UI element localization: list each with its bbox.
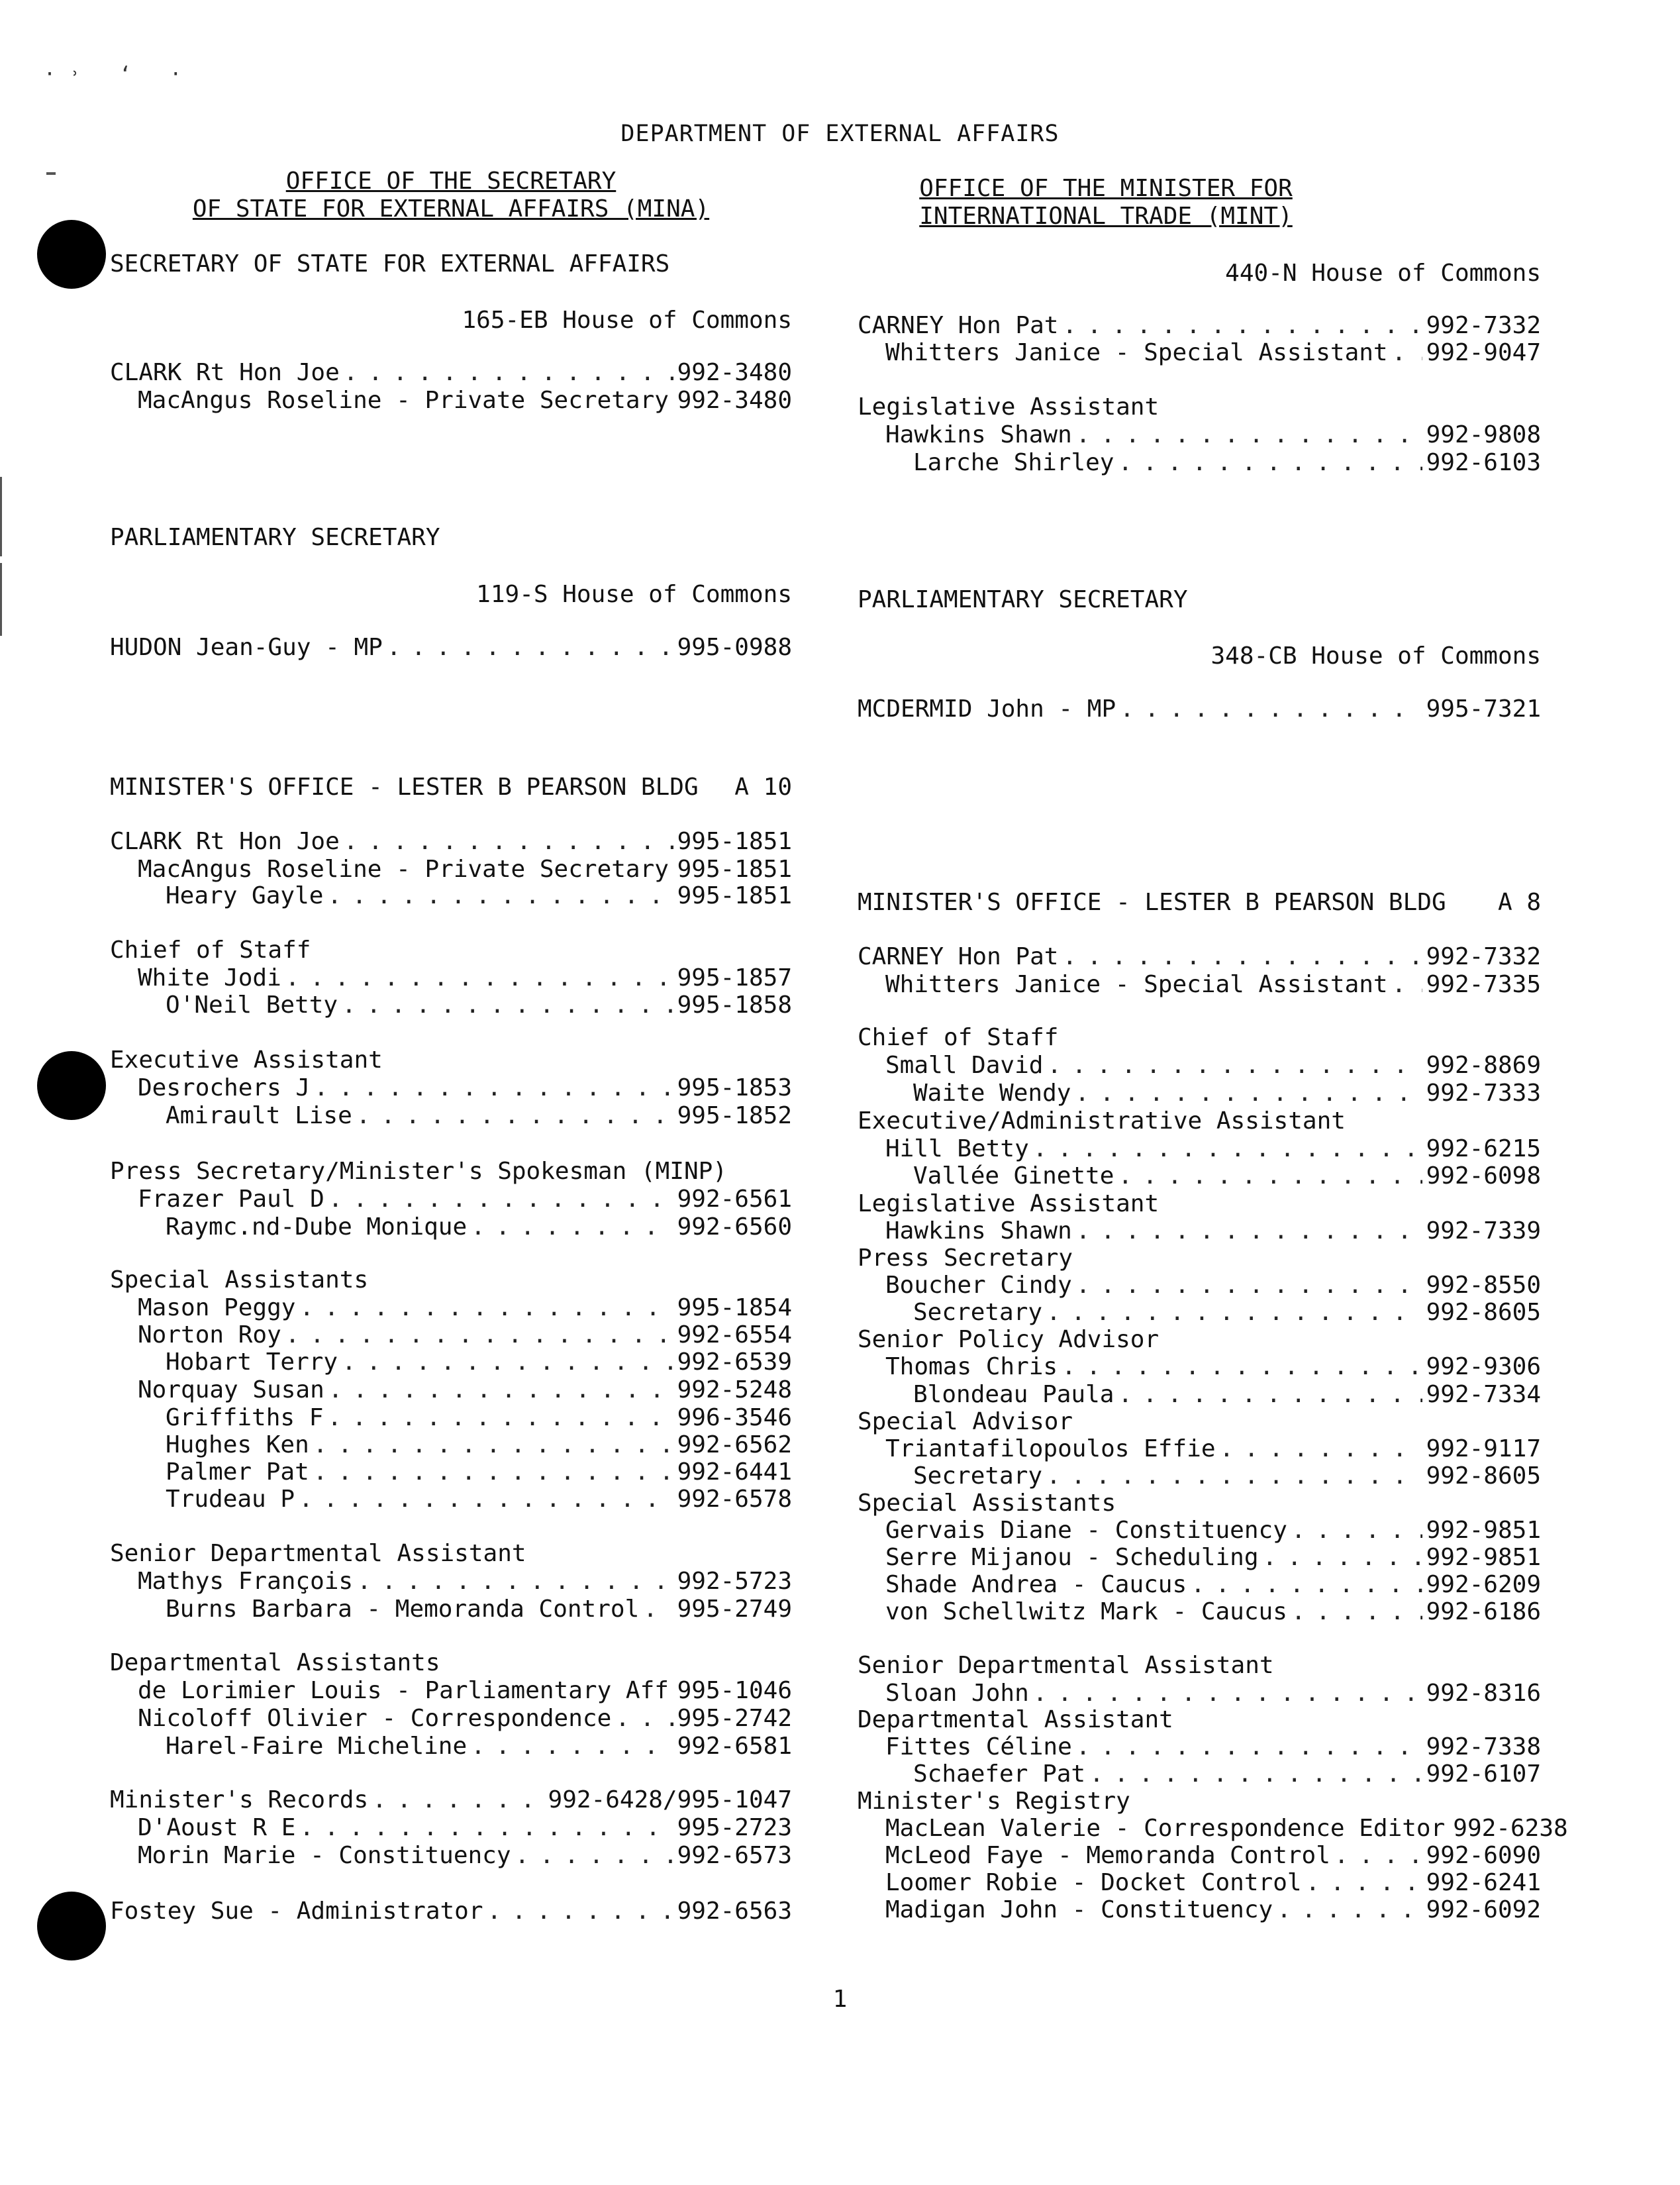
directory-entry: MacLean Valerie - Correspondence Editor 992-6238 bbox=[885, 1815, 1568, 1842]
group-label: Minister's Registry bbox=[858, 1788, 1130, 1815]
directory-entry: Triantafilopoulos Effie . . . 992-9117 bbox=[858, 1435, 1541, 1463]
directory-entry: Mathys François . . . 992-5723 bbox=[110, 1568, 792, 1596]
group-label: Press Secretary/Minister's Spokesman (MINP) bbox=[110, 1158, 727, 1185]
directory-entry: Harel-Faire Micheline . . . 992-6581 bbox=[110, 1733, 792, 1760]
directory-entry: Burns Barbara - Memoranda Control . . . 995-2749 bbox=[110, 1596, 792, 1623]
directory-entry: HUDON Jean-Guy - MP . . . 995-0988 bbox=[110, 634, 792, 662]
group-label: Chief of Staff bbox=[858, 1024, 1059, 1051]
directory-entry: Schaefer Pat . . . 992-6107 bbox=[858, 1760, 1541, 1788]
directory-entry: Small David . . . 992-8869 bbox=[858, 1052, 1541, 1080]
directory-entry: Hughes Ken . . . 992-6562 bbox=[110, 1431, 792, 1459]
directory-entry: Boucher Cindy . . . 992-8550 bbox=[858, 1272, 1541, 1299]
directory-entry: Whitters Janice - Special Assistant . . . 992-9047 bbox=[858, 339, 1541, 367]
location: 119-S House of Commons bbox=[476, 581, 792, 608]
punch-hole-bullet bbox=[37, 1051, 106, 1120]
group-label: Special Advisor bbox=[858, 1408, 1073, 1435]
group-label: Departmental Assistants bbox=[110, 1649, 440, 1676]
page-title: DEPARTMENT OF EXTERNAL AFFAIRS bbox=[620, 121, 1060, 147]
location: 165-EB House of Commons bbox=[462, 307, 792, 334]
directory-entry: Secretary . . . 992-8605 bbox=[858, 1299, 1541, 1327]
directory-entry: CARNEY Hon Pat . . . 992-7332 bbox=[858, 312, 1541, 340]
group-label: Senior Departmental Assistant bbox=[110, 1540, 526, 1567]
directory-entry: Amirault Lise . . . 995-1852 bbox=[110, 1102, 792, 1130]
group-label: Press Secretary bbox=[858, 1245, 1073, 1272]
directory-entry: Hawkins Shawn . . . 992-7339 bbox=[858, 1217, 1541, 1245]
directory-entry: Gervais Diane - Constituency . . . 992-9851 bbox=[858, 1517, 1541, 1545]
directory-entry: Norton Roy . . . 992-6554 bbox=[110, 1321, 792, 1349]
punch-hole-bullet bbox=[37, 1892, 106, 1960]
directory-entry: Frazer Paul D . . . 992-6561 bbox=[110, 1186, 792, 1213]
room-number: A 8 bbox=[1497, 889, 1541, 916]
left-office-header-1: OFFICE OF THE SECRETARY bbox=[285, 168, 617, 195]
punch-hole-bullet bbox=[37, 220, 106, 289]
directory-entry: von Schellwitz Mark - Caucus . . . 992-6186 bbox=[858, 1598, 1541, 1626]
group-label: Special Assistants bbox=[110, 1266, 369, 1294]
directory-entry: Shade Andrea - Caucus . . . 992-6209 bbox=[858, 1571, 1541, 1599]
group-label: Executive Assistant bbox=[110, 1046, 383, 1074]
directory-entry: O'Neil Betty . . . 995-1858 bbox=[110, 991, 792, 1019]
group-label: Senior Policy Advisor bbox=[858, 1326, 1160, 1353]
directory-entry: MCDERMID John - MP . . . 995-7321 bbox=[858, 695, 1541, 723]
directory-entry: MacAngus Roseline - Private Secretary . . . 995-1851 bbox=[110, 856, 792, 884]
directory-entry: Hawkins Shawn . . . 992-9808 bbox=[858, 421, 1541, 449]
directory-entry: CLARK Rt Hon Joe . . . 992-3480 bbox=[110, 359, 792, 387]
section-title: PARLIAMENTARY SECRETARY bbox=[858, 586, 1188, 613]
directory-entry: CARNEY Hon Pat . . . 992-7332 bbox=[858, 943, 1541, 971]
group-label: Departmental Assistant bbox=[858, 1706, 1173, 1733]
directory-entry: Fostey Sue - Administrator . . . 992-6563 bbox=[110, 1898, 792, 1925]
location: 348-CB House of Commons bbox=[1211, 642, 1541, 670]
directory-entry: Raymc.nd-Dube Monique . . . 992-6560 bbox=[110, 1213, 792, 1241]
directory-entry: Hobart Terry . . . 992-6539 bbox=[110, 1348, 792, 1376]
margin-line bbox=[0, 477, 2, 556]
directory-entry: Minister's Records . . . 992-6428/995-1047 bbox=[110, 1786, 792, 1814]
section-title: SECRETARY OF STATE FOR EXTERNAL AFFAIRS bbox=[110, 250, 670, 278]
directory-entry: CLARK Rt Hon Joe . . . 995-1851 bbox=[110, 828, 792, 856]
directory-entry: Norquay Susan . . . 992-5248 bbox=[110, 1376, 792, 1404]
location: 440-N House of Commons bbox=[1225, 260, 1541, 287]
directory-entry: Morin Marie - Constituency . . . 992-6573 bbox=[110, 1842, 792, 1870]
room-number: A 10 bbox=[734, 774, 792, 801]
group-label: Special Assistants bbox=[858, 1490, 1116, 1517]
scan-specks: ·˒ ‘ · bbox=[44, 63, 195, 86]
page-number: 1 bbox=[832, 1986, 848, 2013]
section-title: MINISTER'S OFFICE - LESTER B PEARSON BLDG A 8 bbox=[858, 889, 1541, 916]
directory-entry: MacAngus Roseline - Private Secretary . . . 992-3480 bbox=[110, 387, 792, 415]
directory-entry: de Lorimier Louis - Parliamentary Aff . . . 995-1046 bbox=[110, 1677, 792, 1705]
directory-entry: Whitters Janice - Special Assistant . . . 992-7335 bbox=[858, 971, 1541, 999]
section-title: PARLIAMENTARY SECRETARY bbox=[110, 524, 440, 551]
directory-entry: White Jodi . . . 995-1857 bbox=[110, 964, 792, 992]
group-label: Legislative Assistant bbox=[858, 393, 1160, 421]
directory-entry: Waite Wendy . . . 992-7333 bbox=[858, 1080, 1541, 1107]
group-label: Legislative Assistant bbox=[858, 1190, 1160, 1217]
left-office-header-2: OF STATE FOR EXTERNAL AFFAIRS (MINA) bbox=[192, 195, 710, 223]
directory-entry: Madigan John - Constituency . . . 992-6092 bbox=[858, 1896, 1541, 1924]
directory-entry: Fittes Céline . . . 992-7338 bbox=[858, 1733, 1541, 1761]
directory-entry: Hill Betty . . . 992-6215 bbox=[858, 1135, 1541, 1163]
right-office-header-2: INTERNATIONAL TRADE (MINT) bbox=[919, 203, 1293, 230]
group-label: Chief of Staff bbox=[110, 937, 311, 964]
directory-entry: D'Aoust R E . . . 995-2723 bbox=[110, 1814, 792, 1842]
margin-line bbox=[0, 563, 2, 636]
directory-entry: Sloan John . . . 992-8316 bbox=[858, 1680, 1541, 1707]
directory-entry: Thomas Chris . . . 992-9306 bbox=[858, 1353, 1541, 1381]
directory-entry: Serre Mijanou - Scheduling . . . 992-9851 bbox=[858, 1544, 1541, 1572]
group-label: Senior Departmental Assistant bbox=[858, 1652, 1274, 1679]
directory-entry: Secretary . . . 992-8605 bbox=[858, 1462, 1541, 1490]
section-title: MINISTER'S OFFICE - LESTER B PEARSON BLDG A 10 bbox=[110, 774, 792, 801]
group-label: Executive/Administrative Assistant bbox=[858, 1107, 1346, 1135]
directory-entry: Heary Gayle . . . 995-1851 bbox=[110, 882, 792, 910]
directory-entry: McLeod Faye - Memoranda Control . . . 992-6090 bbox=[858, 1842, 1541, 1870]
directory-entry: Vallée Ginette . . . 992-6098 bbox=[858, 1162, 1541, 1190]
right-office-header-1: OFFICE OF THE MINISTER FOR bbox=[919, 175, 1293, 202]
directory-entry: Blondeau Paula . . . 992-7334 bbox=[858, 1381, 1541, 1409]
directory-entry: Larche Shirley . . . 992-6103 bbox=[858, 449, 1541, 477]
margin-line bbox=[46, 172, 56, 175]
directory-entry: Palmer Pat . . . 992-6441 bbox=[110, 1458, 792, 1486]
directory-entry: Loomer Robie - Docket Control . . . 992-6241 bbox=[858, 1869, 1541, 1897]
directory-entry: Griffiths F . . . 996-3546 bbox=[110, 1404, 792, 1432]
directory-entry: Trudeau P . . . 992-6578 bbox=[110, 1486, 792, 1513]
directory-entry: Nicoloff Olivier - Correspondence . . . 995-2742 bbox=[110, 1705, 792, 1733]
directory-entry: Desrochers J . . . 995-1853 bbox=[110, 1074, 792, 1102]
directory-entry: Mason Peggy . . . 995-1854 bbox=[110, 1294, 792, 1322]
